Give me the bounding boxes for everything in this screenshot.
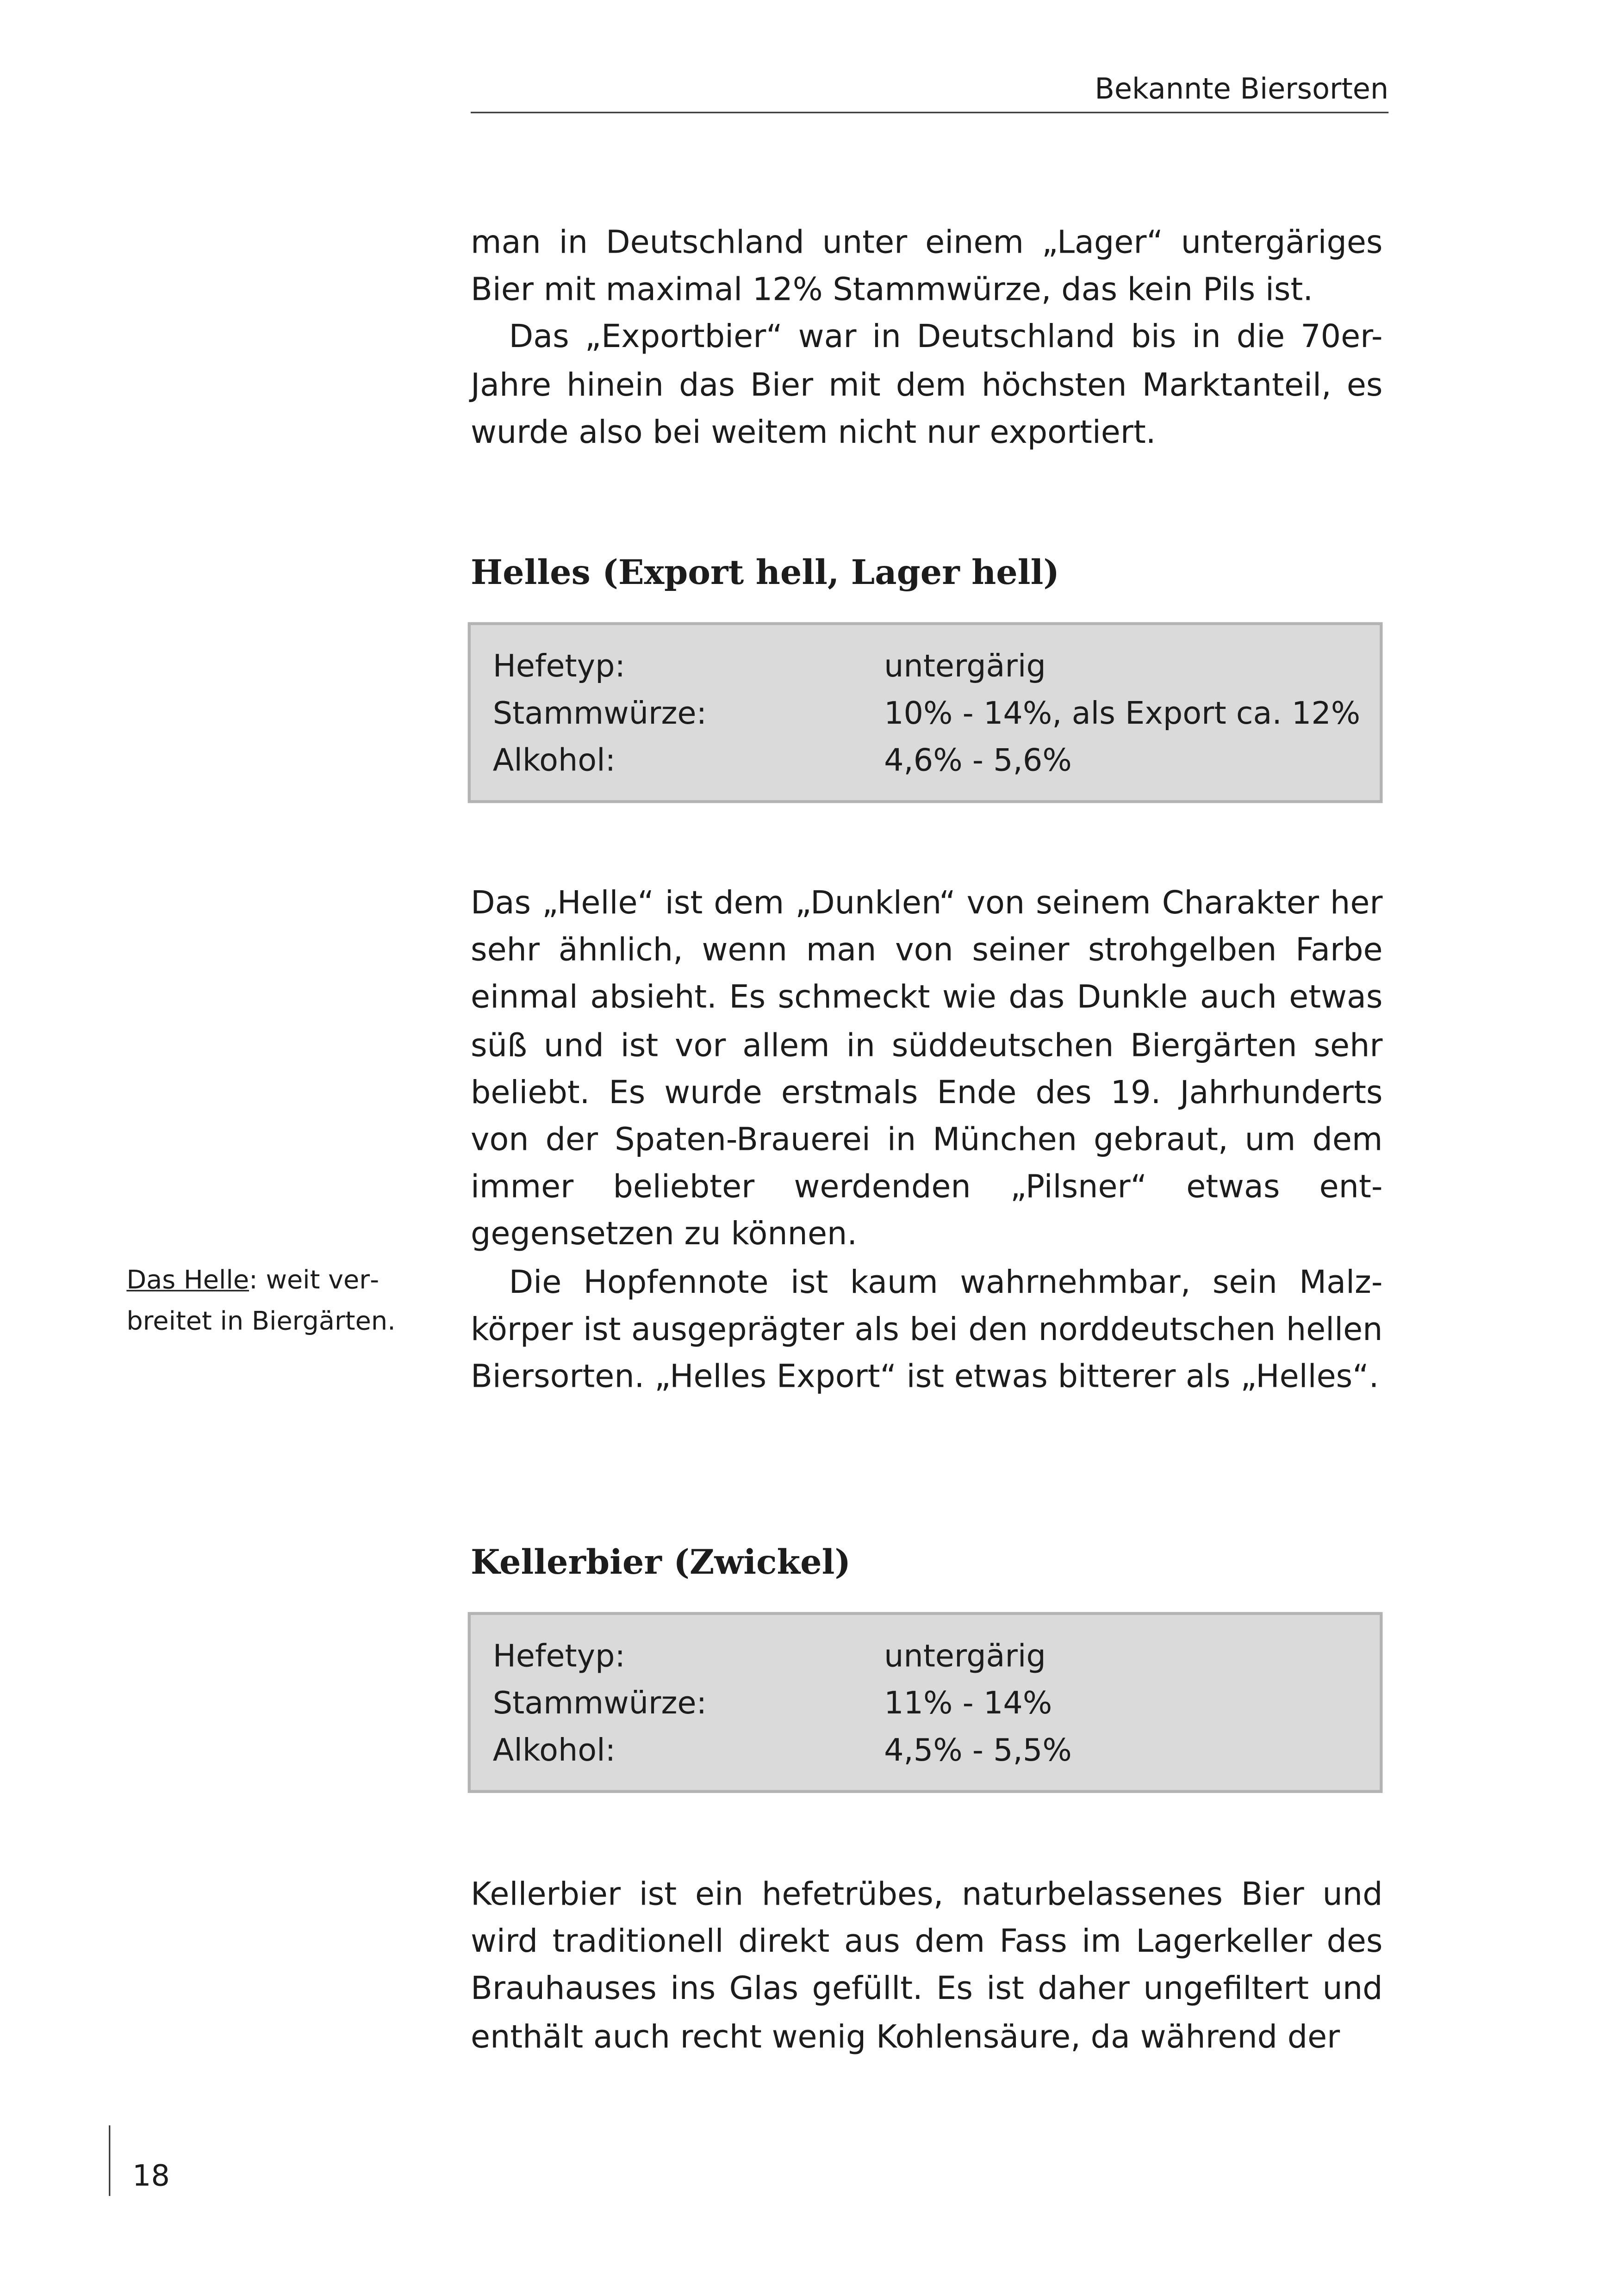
- margin-note-term: Das Helle: [126, 1266, 249, 1296]
- fact-label: Stammwürze:: [492, 1685, 707, 1721]
- kellerbier-fact-box: [468, 1612, 1383, 1793]
- helles-fact-box: [468, 622, 1383, 803]
- intro-text: [471, 221, 1382, 458]
- running-header: Bekannte Biersorten: [1095, 72, 1389, 106]
- helles-heading: Helles (Export hell, Lager hell): [471, 553, 1059, 593]
- fact-value: untergärig: [884, 648, 1046, 684]
- header-rule: [471, 112, 1388, 113]
- kellerbier-heading: Kellerbier (Zwickel): [471, 1543, 851, 1583]
- helles-paragraph-1: Das „Helle“ ist dem „Dunklen“ von seinem Charakter her sehr ähnlich, wenn man von seiner strohgelben Farbe einmal absieht. Es schmeckt wie das Dunkle auch etwas süß und ist vor allem in süddeutschen Biergärten sehr beliebt. Es wurde erstmals Ende des 19. Jahrhunderts von der Spaten-Brauerei in München gebraut, um dem immer beliebter werdenden „Pilsner“ etwas entgegensetzen zu können.: [471, 885, 1383, 1254]
- helles-paragraph-2: Die Hopfennote ist kaum wahrnehmbar, sein Malzkörper ist ausgeprägter als bei den norddeutschen hellen Biersorten. „Helles Export“ ist etwas bitterer als „Helles“.: [471, 1264, 1383, 1396]
- intro-paragraph-2: Das „Exportbier“ war in Deutschland bis in die 70er-Jahre hinein das Bier mit dem höchsten Marktanteil, es wurde also bei weitem nicht nur exportiert.: [471, 320, 1383, 452]
- fact-value: 11% - 14%: [884, 1685, 1052, 1721]
- fact-label: Alkohol:: [492, 1732, 616, 1768]
- fact-value: untergärig: [884, 1638, 1046, 1674]
- fact-value: 10% - 14%, als Export ca. 12%: [884, 695, 1361, 731]
- fact-label: Hefetyp:: [492, 1638, 626, 1674]
- page-number-rule: [109, 2125, 110, 2196]
- kellerbier-paragraph-1: Kellerbier ist ein hefetrübes, naturbelassenes Bier und wird traditionell direkt aus dem Fass im Lagerkeller des Brauhauses ins Glas gefüllt. Es ist daher ungefiltert und enthält auch recht wenig Kohlensäure, da während der: [471, 1877, 1383, 2056]
- fact-row-alcohol: [493, 737, 1375, 784]
- fact-row-wort: [493, 690, 1375, 737]
- page-number: 18: [132, 2158, 170, 2193]
- margin-note-text: : weit verbreitet in Biergärten.: [126, 1266, 396, 1337]
- kellerbier-text: [471, 1872, 1382, 2061]
- fact-value: 4,6% - 5,6%: [884, 743, 1072, 778]
- intro-paragraph-1: man in Deutschland unter einem „Lager“ untergäriges Bier mit maximal 12% Stammwürze, das kein Pils ist.: [471, 225, 1383, 310]
- fact-row-yeast: [493, 1632, 1375, 1680]
- margin-note: [126, 1260, 428, 1343]
- helles-text: [471, 881, 1382, 1402]
- fact-row-wort: [493, 1680, 1375, 1727]
- fact-row-yeast: [493, 643, 1375, 690]
- fact-value: 4,5% - 5,5%: [884, 1732, 1072, 1768]
- fact-label: Stammwürze:: [492, 695, 707, 731]
- fact-label: Hefetyp:: [492, 648, 626, 684]
- fact-row-alcohol: [493, 1727, 1375, 1774]
- fact-label: Alkohol:: [492, 743, 616, 778]
